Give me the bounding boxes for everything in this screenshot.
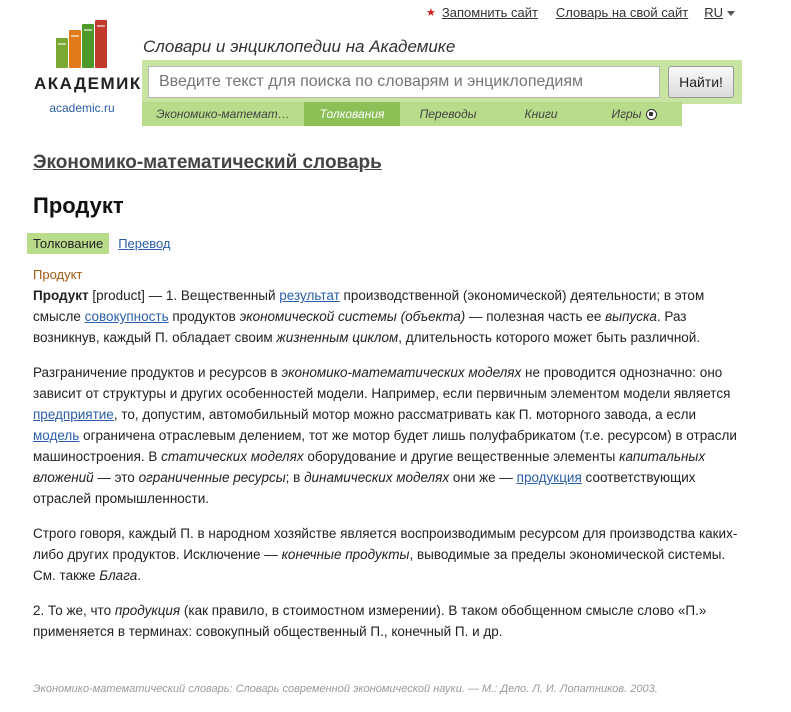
search-panel (142, 60, 742, 104)
paragraph-3 (33, 523, 743, 586)
text: 2. То же, что (33, 603, 115, 618)
entry-title: Продукт (33, 193, 124, 218)
tab-interpretations[interactable]: Толкования (304, 102, 400, 126)
tab-games[interactable] (586, 102, 682, 126)
search-button[interactable]: Найти! (668, 66, 734, 98)
text: — это (93, 470, 139, 485)
source-citation: Экономико-математический словарь: Словарь современной экономической науки. — М.: Дело. Л. И. Лопатников. 2003. (33, 683, 658, 695)
text: оборудование и другие вещественные элементы (303, 449, 620, 464)
language-label[interactable]: RU (704, 4, 723, 20)
link-model[interactable]: модель (33, 428, 80, 443)
language-selector[interactable] (704, 5, 735, 20)
logo-url-link[interactable]: academic.ru (49, 101, 115, 115)
search-input[interactable] (148, 66, 660, 98)
link-production[interactable]: продукция (516, 470, 582, 485)
subtab-translation-link[interactable]: Перевод (118, 236, 171, 251)
search-tabs (142, 102, 682, 126)
text: соответствующих отраслей промышленности. (33, 470, 696, 506)
tab-translations[interactable]: Переводы (419, 107, 477, 121)
italic-term: экономико-математических моделях (281, 365, 522, 380)
tab-games-label: Игры (611, 107, 642, 121)
paragraph-2 (33, 362, 743, 509)
text: производственной (экономической) деятельности; в этом смысле (33, 288, 705, 324)
italic-term: Блага (99, 568, 138, 583)
site-logo[interactable] (34, 20, 142, 115)
text: , выводимые за пределы экономической системы. См. также (33, 547, 726, 583)
text: Разграничение продуктов и ресурсов в (33, 365, 282, 380)
soccer-ball-icon (646, 109, 657, 120)
text: продуктов (168, 309, 240, 324)
text: , длительность которого может быть различной. (398, 330, 701, 345)
books-logo-icon (52, 20, 112, 68)
chevron-down-icon (727, 11, 735, 16)
site-tagline: Словари и энциклопедии на Академике (143, 37, 456, 56)
entry-subtabs (27, 233, 171, 254)
italic-term: продукция (114, 603, 181, 618)
link-enterprise[interactable]: предприятие (33, 407, 114, 422)
top-bar (426, 2, 791, 22)
logo-name: АКАДЕМИК (34, 74, 142, 93)
text: ограничена отраслевым делением, тот же мотор будет лишь полуфабрикатом (т.е. ресурсом) в отрасли машиностроения. В (33, 428, 737, 464)
text: не проводится однозначно: оно зависит от структуры и других особенностей модели. Например, если первичным элементом модели является (33, 365, 731, 401)
text: — полезная часть ее (465, 309, 606, 324)
italic-term: экономической системы (объекта) (239, 309, 466, 324)
italic-term: статических моделях (161, 449, 304, 464)
article-body (33, 264, 743, 656)
star-icon: ★ (426, 6, 436, 19)
text: Строго говоря, каждый П. в народном хозяйстве является воспроизводимым ресурсом для производства каких-либо других продуктов. Исключение — (33, 526, 738, 562)
text: они же — (449, 470, 517, 485)
article-head: Продукт (33, 267, 83, 282)
link-result[interactable]: результат (279, 288, 340, 303)
italic-term: выпуска (605, 309, 657, 324)
remember-site-link[interactable]: Запомнить сайт (441, 4, 538, 20)
subtab-interpretation[interactable]: Толкование (27, 233, 109, 254)
text: , то, допустим, автомобильный мотор можно рассматривать как П. моторного завода, а если (113, 407, 697, 422)
paragraph-4 (33, 600, 743, 642)
text: . (137, 568, 141, 583)
italic-term: конечные продукты (281, 547, 410, 562)
italic-term: капитальных вложений (33, 449, 706, 485)
tab-economic-dictionary[interactable]: Экономико-математ… (156, 107, 290, 121)
text: [product] — 1. Вещественный (88, 288, 280, 303)
text: (как правило, в стоимостном измерении). В таком обобщенном смысле слово «П.» применяется в терминах: совокупный общественный П., конечный П. и др. (33, 603, 707, 639)
article-term: Продукт (33, 288, 89, 303)
dict-for-site-link[interactable]: Словарь на свой сайт (555, 4, 689, 20)
link-totality[interactable]: совокупность (84, 309, 169, 324)
tab-books[interactable]: Книги (524, 107, 558, 121)
italic-term: ограниченные ресурсы (138, 470, 286, 485)
text: ; в (285, 470, 305, 485)
italic-term: динамических моделях (304, 470, 450, 485)
paragraph-1 (33, 285, 743, 348)
text: . Раз возникнув, каждый П. обладает своим (33, 309, 687, 345)
italic-term: жизненным циклом (276, 330, 399, 345)
dictionary-title-link[interactable]: Экономико-математический словарь (33, 152, 382, 173)
